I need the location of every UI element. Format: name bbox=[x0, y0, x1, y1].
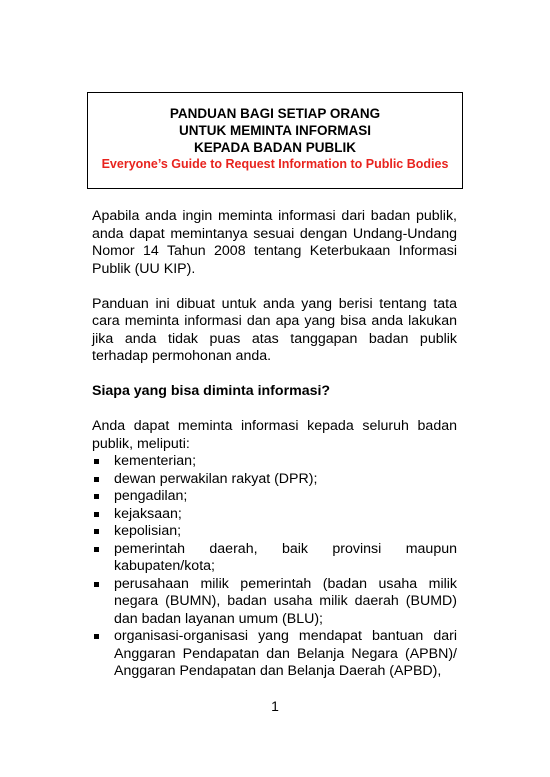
list-item: organisasi-organisasi yang mendapat bantuan dari Anggaran Pendapatan dan Belanja Negara (APBN)/ Anggaran Pendapatan dan Belanja Daerah (APBD), bbox=[92, 628, 457, 681]
title-english: Everyone’s Guide to Request Information to Public Bodies bbox=[101, 157, 449, 171]
document-body bbox=[92, 208, 457, 681]
spacer bbox=[92, 366, 457, 384]
title-line-3: KEPADA BADAN PUBLIK bbox=[194, 140, 356, 155]
section-intro: Anda dapat meminta informasi kepada seluruh badan publik, meliputi: bbox=[92, 418, 457, 452]
section-heading: Siapa yang bisa diminta informasi? bbox=[92, 383, 331, 399]
paragraph-guide: Panduan ini dibuat untuk anda yang berisi tentang tata cara meminta informasi dan apa yang bisa anda lakukan jika anda tidak puas atas tanggapan badan publik terhadap permohonan anda. bbox=[92, 295, 457, 364]
list-item: kejaksaan; bbox=[92, 506, 457, 524]
paragraph-intro: Apabila anda ingin meminta informasi dari badan publik, anda dapat memintanya sesuai dengan Undang-Undang Nomor 14 Tahun 2008 tentang Keterbukaan Informasi Publik (UU KIP). bbox=[92, 208, 457, 277]
spacer bbox=[92, 278, 457, 296]
title-box bbox=[87, 92, 463, 189]
title-line-2: UNTUK MEMINTA INFORMASI bbox=[179, 123, 371, 138]
list-item: kementerian; bbox=[92, 453, 457, 471]
spacer bbox=[92, 401, 457, 419]
list-item: pengadilan; bbox=[92, 488, 457, 506]
list-item: pemerintah daerah, baik provinsi maupun kabupaten/kota; bbox=[92, 541, 457, 576]
title-line-1: PANDUAN BAGI SETIAP ORANG bbox=[169, 106, 381, 121]
bullet-list bbox=[92, 453, 457, 681]
list-item: dewan perwakilan rakyat (DPR); bbox=[92, 471, 457, 489]
page-number: 1 bbox=[271, 698, 279, 714]
list-item: perusahaan milik pemerintah (badan usaha milik negara (BUMN), badan usaha milik daerah (BUMD) dan badan layanan umum (BLU); bbox=[92, 576, 457, 629]
list-item: kepolisian; bbox=[92, 523, 457, 541]
